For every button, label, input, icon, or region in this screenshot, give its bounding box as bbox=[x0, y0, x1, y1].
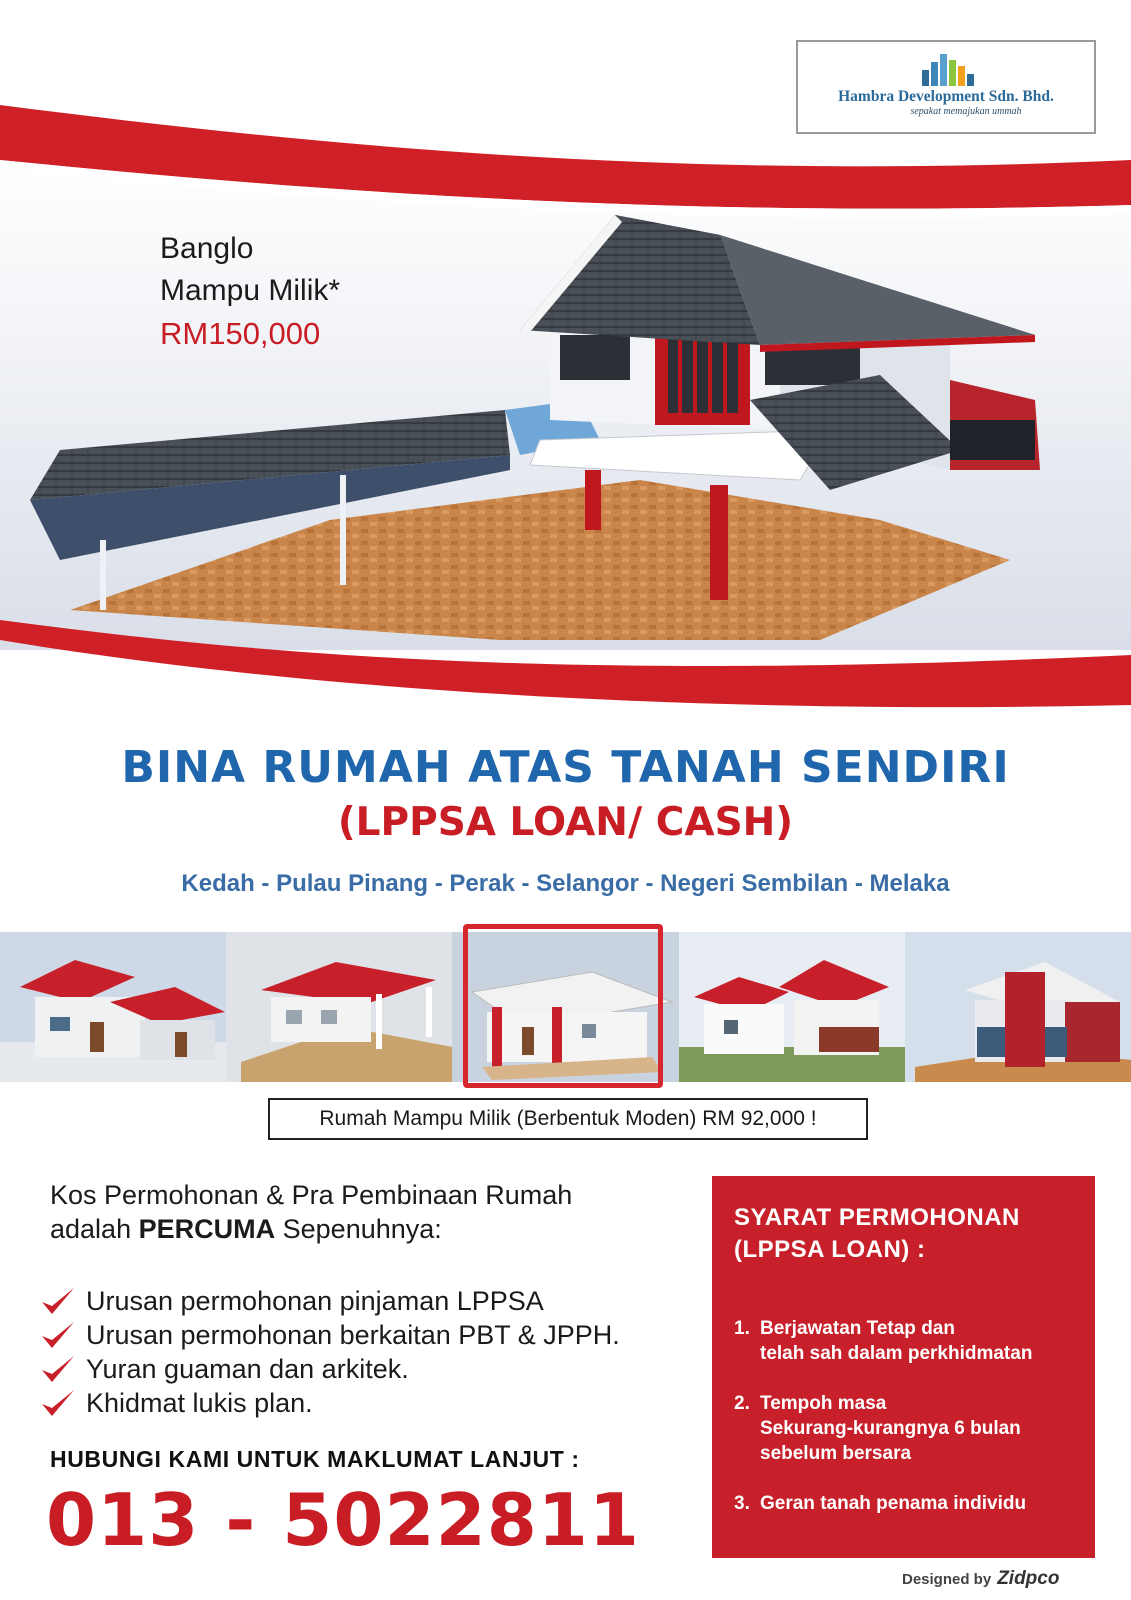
modern-house-price-note: Rumah Mampu Milik (Berbentuk Moden) RM 92,000 ! bbox=[268, 1098, 868, 1140]
list-item bbox=[734, 1391, 1073, 1466]
requirement-text: Berjawatan Tetap dan bbox=[760, 1318, 955, 1339]
requirement-number: 1. bbox=[734, 1318, 750, 1339]
main-headline: BINA RUMAH ATAS TANAH SENDIRI bbox=[121, 742, 1010, 793]
phone-number[interactable]: 013 - 5022811 bbox=[46, 1478, 640, 1562]
designer-brand: Zidpco bbox=[997, 1568, 1060, 1589]
company-tagline: sepakat memajukan ummah bbox=[910, 106, 1022, 117]
requirements-list bbox=[734, 1316, 1073, 1516]
requirement-text: Sekurang-kurangnya 6 bulan bbox=[760, 1418, 1021, 1439]
house-thumbnail-1[interactable] bbox=[0, 932, 226, 1082]
hero-caption bbox=[160, 228, 340, 356]
requirement-number: 3. bbox=[734, 1493, 750, 1514]
check-icon bbox=[40, 1352, 76, 1386]
designer-credit bbox=[902, 1568, 1059, 1590]
contact-label: HUBUNGI KAMI UNTUK MAKLUMAT LANJUT : bbox=[50, 1446, 580, 1472]
list-item bbox=[40, 1284, 620, 1318]
cost-line1: Kos Permohonan & Pra Pembinaan Rumah bbox=[50, 1180, 573, 1210]
company-name: Hambra Development Sdn. Bhd. bbox=[838, 88, 1054, 105]
requirements-box bbox=[712, 1176, 1095, 1558]
house-thumbnail-2[interactable] bbox=[226, 932, 452, 1082]
list-item bbox=[40, 1352, 620, 1386]
cost-line2-suffix: Sepenuhnya: bbox=[282, 1214, 442, 1244]
list-item bbox=[40, 1318, 620, 1352]
list-item bbox=[734, 1491, 1073, 1516]
hero-title-line2: Mampu Milik* bbox=[160, 274, 341, 307]
hero-price: RM150,000 bbox=[160, 316, 321, 351]
house-thumbnail-4[interactable] bbox=[679, 932, 905, 1082]
states-list: Kedah - Pulau Pinang - Perak - Selangor - Negeri Sembilan - Melaka bbox=[181, 870, 950, 897]
cost-statement bbox=[50, 1178, 572, 1246]
cost-free-label: PERCUMA bbox=[138, 1214, 276, 1244]
hero-title-line1: Banglo bbox=[160, 232, 254, 265]
house-thumbnail-strip bbox=[0, 932, 1131, 1082]
requirement-text: Geran tanah penama individu bbox=[760, 1493, 1027, 1514]
service-label: Yuran guaman dan arkitek. bbox=[86, 1353, 409, 1384]
requirement-text: Tempoh masa bbox=[760, 1393, 887, 1414]
list-item bbox=[40, 1386, 620, 1420]
service-label: Urusan permohonan pinjaman LPPSA bbox=[86, 1285, 544, 1316]
cost-line2-prefix: adalah bbox=[50, 1214, 132, 1244]
requirement-text: telah sah dalam perkhidmatan bbox=[760, 1343, 1033, 1364]
building-bars-icon bbox=[914, 52, 978, 86]
house-thumbnail-3[interactable] bbox=[452, 932, 678, 1082]
check-icon bbox=[40, 1318, 76, 1352]
service-label: Urusan permohonan berkaitan PBT & JPPH. bbox=[86, 1319, 620, 1350]
requirements-title-line1: SYARAT PERMOHONAN bbox=[734, 1204, 1020, 1231]
free-services-list bbox=[40, 1284, 620, 1420]
requirements-title bbox=[734, 1202, 1073, 1266]
designed-by-label: Designed by bbox=[902, 1571, 992, 1588]
check-icon bbox=[40, 1284, 76, 1318]
requirement-text: sebelum bersara bbox=[760, 1443, 912, 1464]
cost-line2 bbox=[50, 1212, 572, 1246]
house-thumbnail-5[interactable] bbox=[905, 932, 1131, 1082]
requirements-title-line2: (LPPSA LOAN) : bbox=[734, 1236, 926, 1263]
check-icon bbox=[40, 1386, 76, 1420]
service-label: Khidmat lukis plan. bbox=[86, 1387, 313, 1418]
loan-subheadline: (LPPSA LOAN/ CASH) bbox=[337, 800, 794, 845]
company-logo bbox=[796, 40, 1096, 134]
requirement-number: 2. bbox=[734, 1393, 750, 1414]
list-item bbox=[734, 1316, 1073, 1366]
